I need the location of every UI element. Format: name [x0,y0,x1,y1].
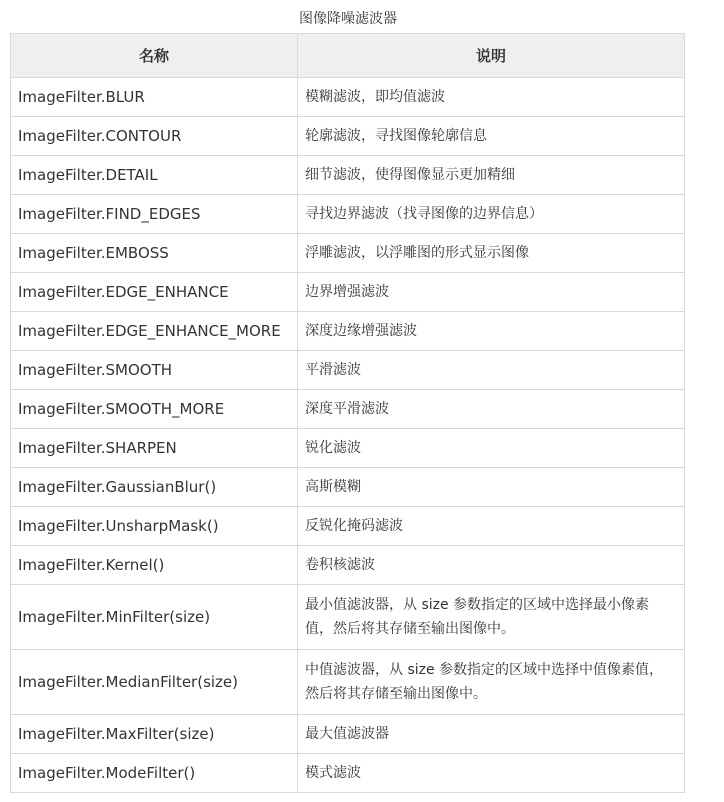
filter-name-cell: ImageFilter.EDGE_ENHANCE_MORE [11,312,298,351]
filter-description-cell: 寻找边界滤波（找寻图像的边界信息） [298,195,685,234]
filter-description-cell: 边界增强滤波 [298,273,685,312]
table-row [11,195,685,234]
table-row [11,715,685,754]
filter-description-cell: 浮雕滤波，以浮雕图的形式显示图像 [298,234,685,273]
table-row [11,273,685,312]
table-row [11,156,685,195]
filter-name-cell: ImageFilter.SMOOTH [11,351,298,390]
filter-name-cell: ImageFilter.Kernel() [11,546,298,585]
column-header-name: 名称 [11,34,298,78]
table-row [11,234,685,273]
filter-name-cell: ImageFilter.UnsharpMask() [11,507,298,546]
column-header-description: 说明 [298,34,685,78]
table-row [11,546,685,585]
filter-name-cell: ImageFilter.CONTOUR [11,117,298,156]
table-row [11,78,685,117]
filter-description-cell: 细节滤波，使得图像显示更加精细 [298,156,685,195]
table-row [11,312,685,351]
filter-name-cell: ImageFilter.SMOOTH_MORE [11,390,298,429]
filter-description-cell: 深度边缘增强滤波 [298,312,685,351]
filter-description-cell: 锐化滤波 [298,429,685,468]
filter-name-cell: ImageFilter.MaxFilter(size) [11,715,298,754]
filter-description-cell: 最大值滤波器 [298,715,685,754]
table-row [11,585,685,650]
filter-name-cell: ImageFilter.SHARPEN [11,429,298,468]
filter-description-cell: 深度平滑滤波 [298,390,685,429]
filter-name-cell: ImageFilter.ModeFilter() [11,754,298,793]
table-row [11,351,685,390]
filter-description-cell: 模式滤波 [298,754,685,793]
table-caption: 图像降噪滤波器 [299,11,397,27]
table-header-row [11,34,685,78]
filter-name-cell: ImageFilter.MinFilter(size) [11,585,298,650]
filter-description-cell: 中值滤波器，从 size 参数指定的区域中选择中值像素值，然后将其存储至输出图像中。 [298,650,685,715]
table-row [11,650,685,715]
filter-name-cell: ImageFilter.FIND_EDGES [11,195,298,234]
filter-description-cell: 高斯模糊 [298,468,685,507]
filter-name-cell: ImageFilter.DETAIL [11,156,298,195]
filter-description-cell: 模糊滤波，即均值滤波 [298,78,685,117]
filter-description-cell: 最小值滤波器，从 size 参数指定的区域中选择最小像素值，然后将其存储至输出图像中。 [298,585,685,650]
filter-name-cell: ImageFilter.EMBOSS [11,234,298,273]
table-row [11,754,685,793]
filter-name-cell: ImageFilter.GaussianBlur() [11,468,298,507]
filter-name-cell: ImageFilter.BLUR [11,78,298,117]
table-row [11,117,685,156]
filter-description-cell: 卷积核滤波 [298,546,685,585]
filter-description-cell: 轮廓滤波，寻找图像轮廓信息 [298,117,685,156]
table-row [11,468,685,507]
table-row [11,390,685,429]
filter-name-cell: ImageFilter.MedianFilter(size) [11,650,298,715]
filter-name-cell: ImageFilter.EDGE_ENHANCE [11,273,298,312]
table-row [11,429,685,468]
filter-description-cell: 反锐化掩码滤波 [298,507,685,546]
filter-description-cell: 平滑滤波 [298,351,685,390]
filter-table [10,33,685,793]
table-row [11,507,685,546]
